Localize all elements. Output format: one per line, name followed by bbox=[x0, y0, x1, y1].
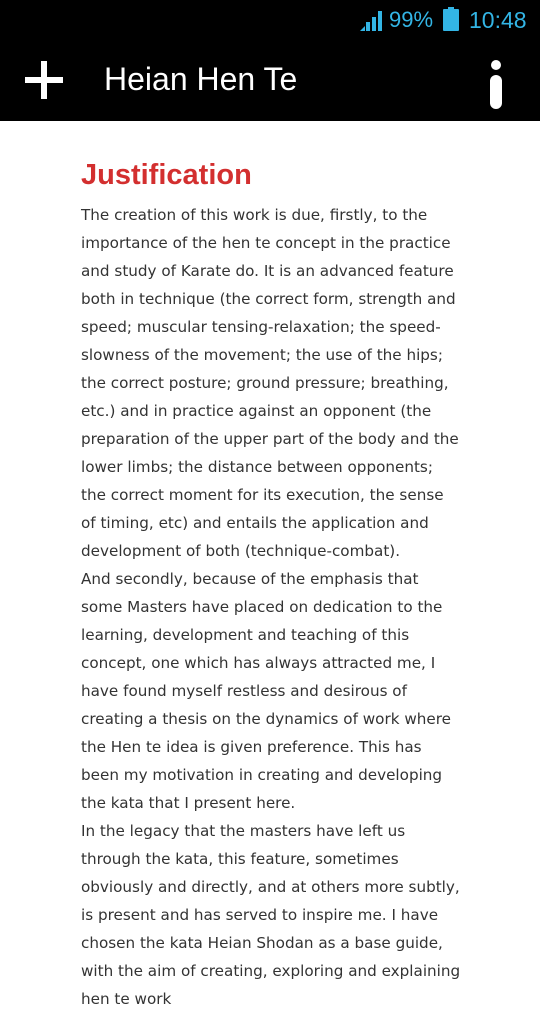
app-title: Heian Hen Te bbox=[104, 61, 298, 97]
paragraph: The creation of this work is due, firstly, to the importance of the hen te concept in the practice and study of Karate do. It is an advanced feature both in technique (the correct form, strength and speed; muscular tensing-relaxation; the speed-slowness of the movement; the use of the hips; the correct posture; ground pressure; breathing, etc.) and in practice against an opponent (the preparation of the upper part of the body and the lower limbs; the distance between opponents; the correct moment for its execution, the sense of timing, etc) and entails the application and development of both (technique-combat). bbox=[81, 206, 459, 560]
signal-icon bbox=[360, 9, 384, 31]
paragraph: In the legacy that the masters have left us through the kata, this feature, sometimes obviously and directly, and at others more subtly, is present and has served to inspire me. I have chosen the kata Heian Shodan as a base guide, with the aim of creating, exploring and explaining hen te work bbox=[81, 822, 461, 1008]
clock: 10:48 bbox=[469, 7, 527, 33]
status-bar bbox=[0, 0, 540, 40]
plus-icon bbox=[14, 50, 74, 110]
section-heading: Justification bbox=[81, 159, 252, 191]
paragraph: And secondly, because of the emphasis that some Masters have placed on dedication to the learning, development and teaching of this concept, one which has always attracted me, I have found myself restless and desirous of creating a thesis on the dynamics of work where the Hen te idea is given preference. This has been my motivation in creating and developing the kata that I present here. bbox=[81, 570, 451, 812]
article-body bbox=[81, 201, 461, 1013]
article-content[interactable] bbox=[0, 121, 540, 1008]
battery-percent: 99% bbox=[389, 7, 434, 32]
info-button[interactable] bbox=[474, 50, 518, 110]
info-icon bbox=[474, 50, 518, 110]
battery-icon bbox=[443, 7, 459, 31]
action-bar bbox=[0, 40, 540, 121]
add-button[interactable] bbox=[14, 50, 74, 110]
